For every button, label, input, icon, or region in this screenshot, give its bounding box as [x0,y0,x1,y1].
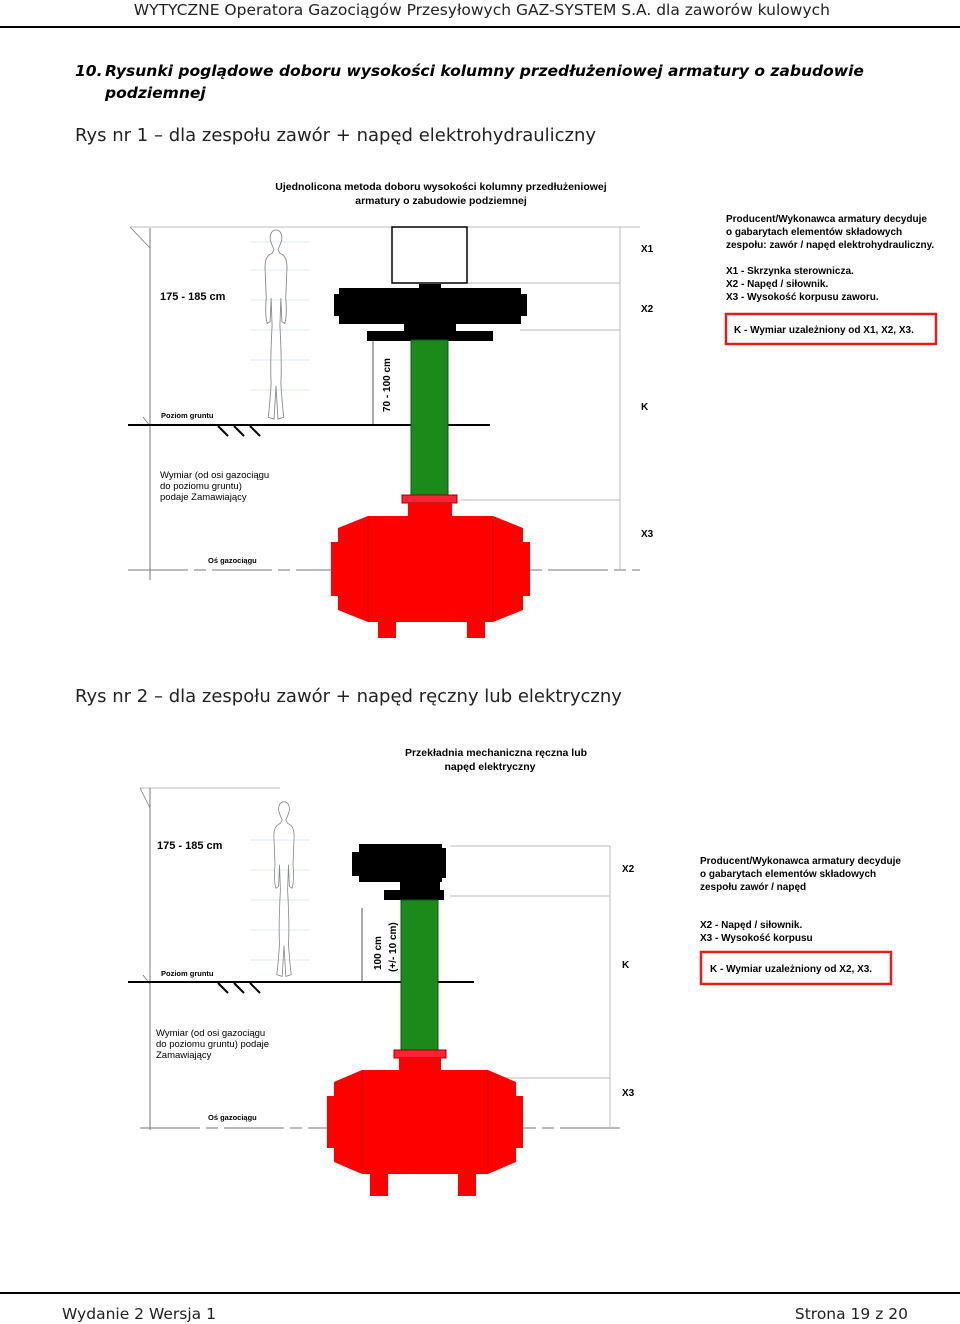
figure2-column [401,900,438,1050]
footer-edition: Wydanie 2 Wersja 1 [62,1305,216,1323]
figure2-drawing [0,730,960,1210]
figure2-flange [394,1050,446,1058]
footer-page-number: Strona 19 z 20 [794,1305,908,1323]
figure1-x3: X3 [641,529,654,540]
figure1-control-box [392,227,467,283]
section-heading [75,60,905,104]
header-divider [0,26,960,28]
figure2-legend-x3: X3 - Wysokość korpusu [700,933,813,944]
figure1-actuator [334,284,527,341]
figure2-x2: X2 [622,864,635,875]
figure2-measure-line1: Wymiar (od osi gazociągu [156,1028,266,1039]
figure2-person-height: 175 - 185 cm [157,840,223,852]
figure1-legend-x3: X3 - Wysokość korpusu zaworu. [726,292,879,303]
footer-divider [0,1292,960,1294]
figure2-note-line3: zespołu zawór / napęd [700,882,807,893]
figure2-person-silhouette [274,802,294,977]
figure2-k-box-text: K - Wymiar uzależniony od X2, X3. [710,964,873,975]
figure1-measure-line2: do poziomu gruntu) [160,481,242,492]
figure1-person-silhouette [265,230,287,419]
figure2-legend-x2: X2 - Napęd / siłownik. [700,920,803,931]
section-title-line1: Rysunki poglądowe doboru wysokości kolumny przedłużeniowej armatury o zabudowie [105,62,864,80]
page-header [0,0,960,30]
section-number: 10. [75,62,103,80]
figure2-axis-label: Oś gazociągu [208,1113,257,1122]
figure1-measure-line1: Wymiar (od osi gazociągu [160,470,270,481]
figure2-column-height-line2: (+/- 10 cm) [388,922,399,972]
figure1-k: K [641,402,649,413]
figure1-person-height: 175 - 185 cm [160,291,226,303]
figure1-column [411,340,448,495]
figure1-x2: X2 [641,304,654,315]
figure2-ground-label: Poziom gruntu [161,969,214,978]
figure1-note-line3: zespołu: zawór / napęd elektrohydrauliczny. [726,240,935,251]
figure2-valve-body [327,1058,523,1196]
figure1-k-box-text: K - Wymiar uzależniony od X1, X2, X3. [734,325,914,336]
figure2-measure-line2: do poziomu gruntu) podaje [156,1039,270,1050]
figure1-axis-label: Oś gazociągu [208,556,257,565]
figure1-drawing [0,170,960,650]
figure2-caption: Rys nr 2 – dla zespołu zawór + napęd ręczny lub elektryczny [75,686,622,707]
figure2-x3: X3 [622,1088,635,1099]
figure1-legend-x2: X2 - Napęd / siłownik. [726,279,829,290]
section-title-line2: podziemnej [105,84,206,102]
figure1-caption: Rys nr 1 – dla zespołu zawór + napęd elektrohydrauliczny [75,125,597,146]
figure1-ground-label: Poziom gruntu [161,411,214,420]
figure1-valve-body [331,503,530,638]
figure1-x1: X1 [641,244,654,255]
figure1-note-line2: o gabarytach elementów składowych [726,227,903,238]
figure2-heading-line1: Przekładnia mechaniczna ręczna lub [404,747,588,759]
figure1-flange [402,495,457,503]
figure2-column-height-line1: 100 cm [373,936,384,970]
figure1-note-line1: Producent/Wykonawca armatury decyduje [726,214,927,225]
figure1-legend-x1: X1 - Skrzynka sterownicza. [726,266,854,277]
figure2-k: K [622,960,630,971]
figure2-measure-line3: Zamawiający [156,1050,212,1061]
figure1-heading-line2: armatury o zabudowie podziemnej [355,195,527,207]
figure2-heading-line2: napęd elektryczny [444,761,536,773]
figure2-actuator [352,844,446,900]
header-title: WYTYCZNE Operatora Gazociągów Przesyłowych GAZ-SYSTEM S.A. dla zaworów kulowych [133,1,830,19]
figure1-measure-line3: podaje Zamawiający [160,492,247,503]
figure2-note-line1: Producent/Wykonawca armatury decyduje [700,856,901,867]
figure1-heading-line1: Ujednolicona metoda doboru wysokości kolumny przedłużeniowej [275,181,607,193]
figure1-column-height: 70 - 100 cm [382,358,393,412]
figure2-note-line2: o gabarytach elementów składowych [700,869,877,880]
